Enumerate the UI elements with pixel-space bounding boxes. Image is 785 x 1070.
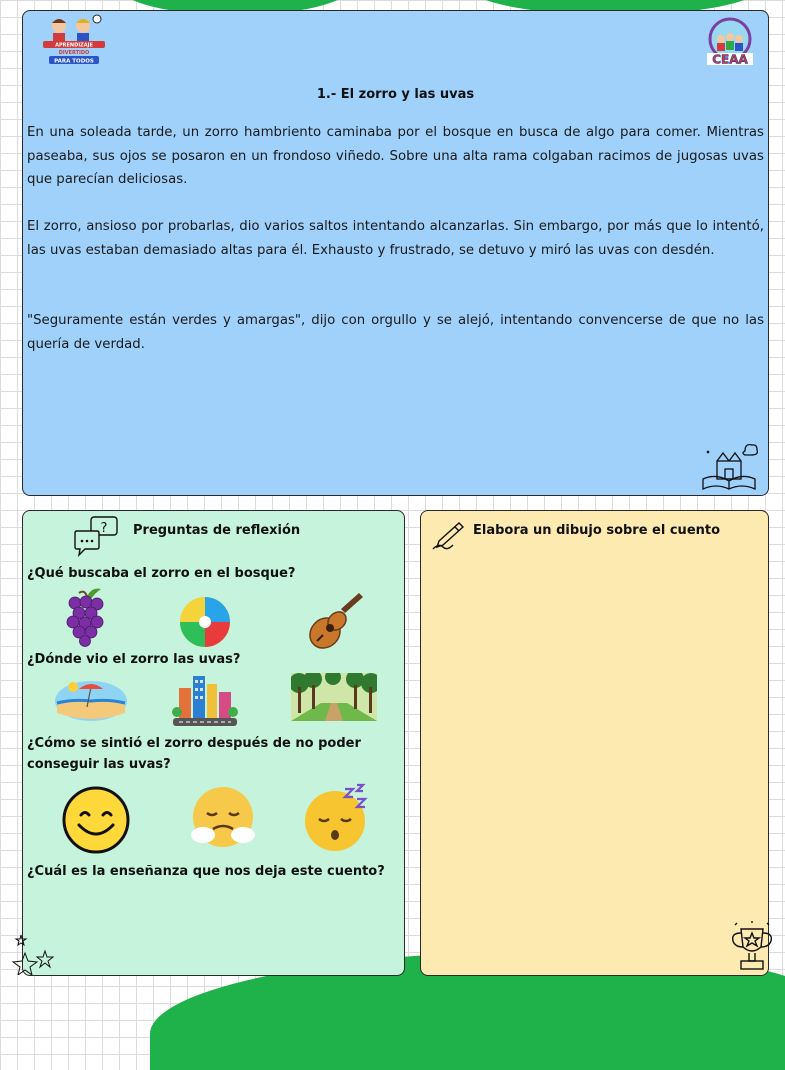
question-4: ¿Cuál es la enseñanza que nos deja este cuento? bbox=[27, 864, 385, 879]
drawing-card bbox=[420, 510, 769, 976]
storybook-castle-icon bbox=[699, 439, 759, 491]
story-title: 1.- El zorro y las uvas bbox=[316, 87, 475, 102]
reflection-questions-card bbox=[22, 510, 405, 976]
city-icon bbox=[171, 666, 239, 728]
story-paragraph-1: En una soleada tarde, un zorro hambriento caminaba por el bosque en busca de algo para comer. Mientras paseaba, sus ojos se posaron en un frondoso viñedo. Sobre una alta rama colgaban racimos de jugosas uvas que parecían deliciosas. bbox=[27, 125, 764, 187]
guitar-icon bbox=[303, 591, 365, 653]
grapes-icon bbox=[61, 585, 111, 647]
story-paragraph-3: "Seguramente están verdes y amargas", dijo con orgullo y se alejó, intentando convencerse de que no las quería de verdad. bbox=[27, 313, 764, 352]
question-1: ¿Qué buscaba el zorro en el bosque? bbox=[27, 566, 296, 581]
logo-left-line3: PARA TODOS bbox=[54, 58, 94, 65]
frustrated-face-icon bbox=[189, 785, 257, 851]
trophy-icon bbox=[727, 921, 777, 975]
sleepy-face-icon bbox=[301, 783, 373, 853]
question-2: ¿Dónde vio el zorro las uvas? bbox=[27, 652, 241, 667]
ceaa-logo bbox=[703, 17, 757, 67]
story-card bbox=[22, 10, 769, 496]
aprendizaje-divertido-logo bbox=[39, 13, 109, 65]
logo-left-line1: APRENDIZAJE bbox=[55, 42, 93, 49]
chat-question-icon bbox=[73, 515, 121, 557]
stars-icon bbox=[11, 931, 59, 975]
beach-scene-icon bbox=[53, 673, 129, 721]
beach-ball-icon bbox=[179, 596, 231, 648]
reflection-heading: Preguntas de reflexión bbox=[133, 523, 301, 538]
question-3: ¿Cómo se sintió el zorro después de no poder conseguir las uvas? bbox=[27, 736, 361, 772]
svg-text:?: ? bbox=[100, 521, 108, 536]
pencil-writing-icon bbox=[431, 521, 467, 551]
logo-left-line2: DIVERTIDO bbox=[58, 50, 90, 56]
drawing-heading: Elabora un dibujo sobre el cuento bbox=[473, 523, 721, 538]
logo-right-text: CEAA bbox=[712, 52, 748, 67]
smiling-face-icon bbox=[61, 785, 131, 855]
forest-icon bbox=[291, 673, 377, 721]
story-paragraph-2: El zorro, ansioso por probarlas, dio varios saltos intentando alcanzarlas. Sin embargo, por más que lo intentó, las uvas estaban demasiado altas para él. Exhausto y frustrado, se detuvo y miró las uvas con desdén. bbox=[27, 219, 764, 258]
